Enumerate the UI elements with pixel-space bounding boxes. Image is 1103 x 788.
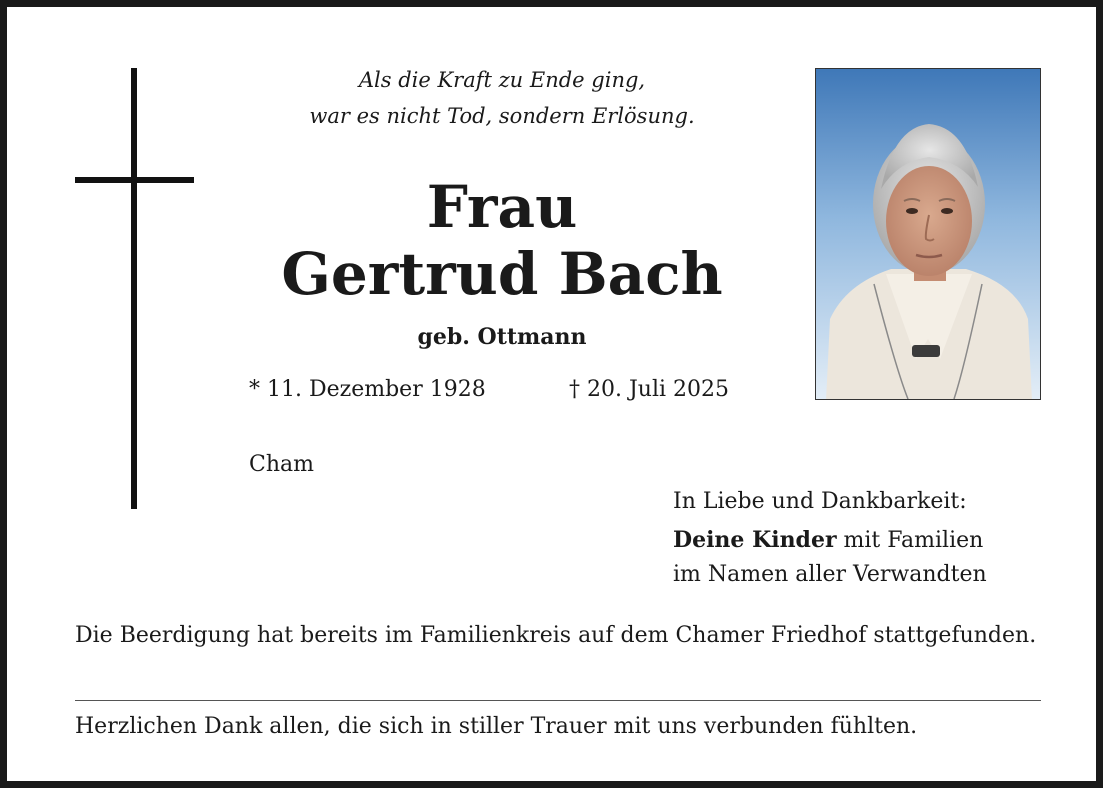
signature-family bbox=[673, 523, 987, 558]
deceased-name: Gertrud Bach bbox=[281, 240, 723, 308]
signature bbox=[673, 485, 987, 592]
cross-vertical-bar bbox=[131, 68, 137, 509]
quote-line-1: Als die Kraft zu Ende ging, bbox=[358, 68, 646, 92]
signature-family-bold: Deine Kinder bbox=[673, 527, 837, 553]
signature-family-rest: mit Familien bbox=[836, 528, 984, 553]
death-date: † 20. Juli 2025 bbox=[569, 377, 730, 402]
quote-line-2: war es nicht Tod, sondern Erlösung. bbox=[309, 104, 695, 128]
funeral-note: Die Beerdigung hat bereits im Familienkreis auf dem Chamer Friedhof stattgefunden. bbox=[75, 623, 1037, 648]
thanks-note: Herzlichen Dank allen, die sich in stiller Trauer mit uns verbunden fühlten. bbox=[75, 714, 918, 739]
deceased-title: Frau bbox=[426, 173, 578, 241]
birth-date: * 11. Dezember 1928 bbox=[249, 377, 486, 402]
divider bbox=[75, 700, 1041, 701]
portrait-image bbox=[816, 69, 1041, 400]
signature-intro: In Liebe und Dankbarkeit: bbox=[673, 489, 967, 514]
place: Cham bbox=[249, 452, 314, 477]
maiden-name: geb. Ottmann bbox=[417, 324, 587, 350]
portrait-photo bbox=[815, 68, 1041, 400]
signature-relatives: im Namen aller Verwandten bbox=[673, 562, 987, 587]
cross-horizontal-bar bbox=[75, 177, 194, 183]
quote bbox=[247, 62, 757, 134]
